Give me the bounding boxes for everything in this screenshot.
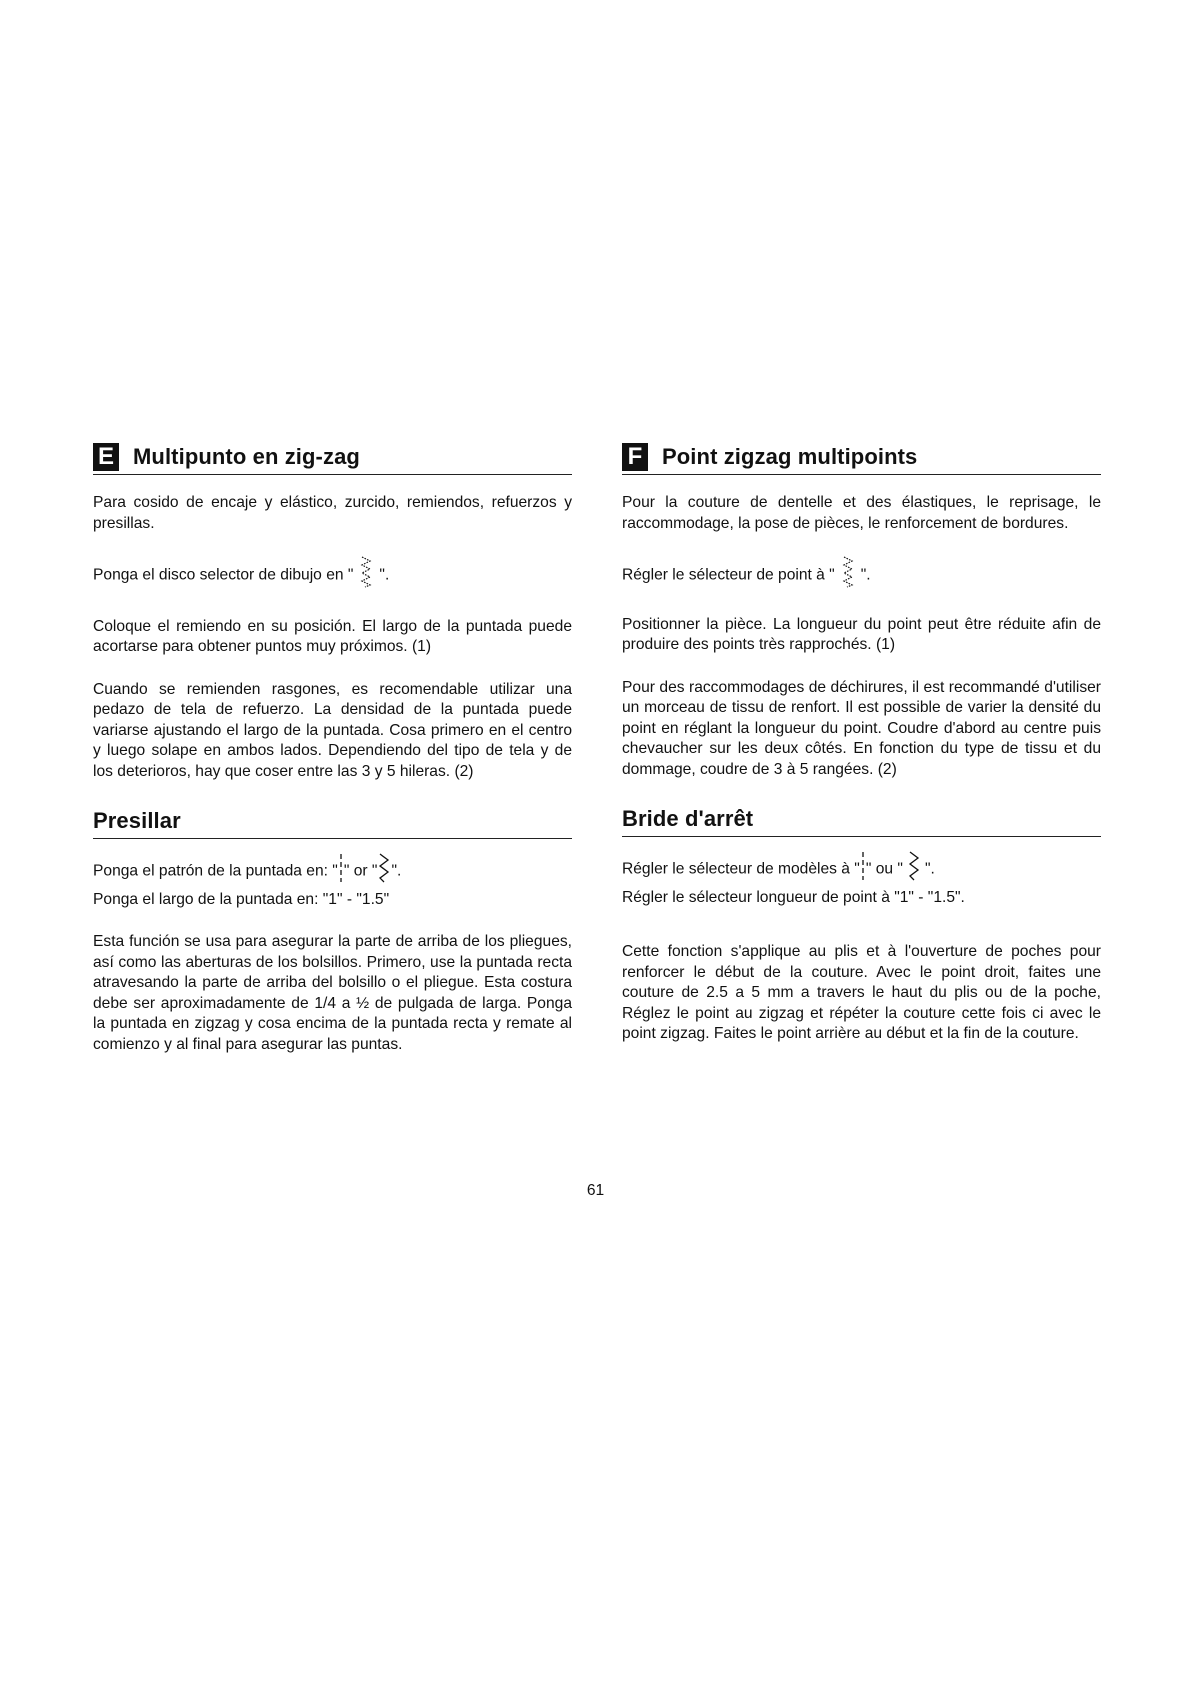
pattern-text-or: " or ": [343, 862, 378, 880]
paragraph-repair: Cuando se remienden rasgones, es recomendable utilizar una pedazo de tela de refuerzo. La densidad de la puntada puede variarse ajustando el largo de la puntada. Cosa primero en el centro y luego solape en ambos lados. Dependiendo del tipo de tela y de los deterioros, hay que coser entre las 3 y 5 hileras. (2): [93, 680, 572, 780]
subsection-title: Bride d'arrêt: [622, 806, 754, 831]
section-heading-multipunto: [93, 440, 572, 475]
paragraph-bartack: Esta función se usa para asegurar la parte de arriba de los pliegues, así como las aberturas de los bolsillos. Primero, use la puntada recta atravesando la parte de arriba del bolsillo o el pliegue. Esta costura debe ser aproximadamente de 1/4 a ½ de pulgada de larga. Ponga la puntada en zigzag y cosa encima de la puntada recta y remate al comienzo y al final para asegurar las puntas.: [93, 933, 572, 1053]
pattern-text-ou: " ou ": [865, 860, 903, 878]
selector-text: Régler le sélecteur de point à ": [622, 566, 835, 584]
length-text: Régler le sélecteur longueur de point à "1" - "1.5".: [622, 888, 965, 906]
language-badge-e: E: [93, 443, 119, 471]
pattern-text-end: ".: [924, 860, 935, 878]
paragraph-pattern: [622, 851, 1101, 908]
language-badge-f: F: [622, 443, 648, 471]
subsection-title: Presillar: [93, 808, 181, 833]
length-text: Ponga el largo de la puntada en: "1" - "1.5": [93, 890, 390, 908]
selector-text: Ponga el disco selector de dibujo en ": [93, 566, 354, 584]
zigzag-stitch-icon: [907, 851, 921, 888]
pattern-text: Régler le sélecteur de modèles à ": [622, 860, 860, 878]
pattern-text-end: ".: [391, 862, 402, 880]
paragraph-pattern: [93, 853, 572, 910]
french-column: [622, 440, 1101, 1045]
paragraph-position: Positionner la pièce. La longueur du point peut être réduite afin de produire des points très rapprochés. (1): [622, 615, 1101, 653]
paragraph-bartack: Cette fonction s'applique au plis et à l'ouverture de poches pour renforcer le début de la couture. Avec le point droit, faites une couture de 2.5 a 5 mm a travers le haut du plis ou de la poche, Réglez le point au zigzag et répéter la couture cette fois ci avec le point zigzag. Faites le point arrière au début et la fin de la couture.: [622, 943, 1101, 1042]
spanish-column: [93, 440, 572, 1055]
multi-zigzag-stitch-icon: [841, 556, 855, 595]
section-heading-bride: [622, 802, 1101, 837]
paragraph-selector: [93, 556, 572, 595]
selector-text-end: ".: [379, 566, 390, 584]
paragraph-selector: [622, 556, 1101, 595]
paragraph-intro: Para cosido de encaje y elástico, zurcido, remiendos, refuerzos y presillas.: [93, 494, 572, 532]
paragraph-intro: Pour la couture de dentelle et des élastiques, le reprisage, le raccommodage, la pose de pièces, le renforcement de bordures.: [622, 494, 1101, 532]
section-title: Point zigzag multipoints: [662, 444, 918, 469]
multi-zigzag-stitch-icon: [359, 556, 373, 595]
paragraph-position: Coloque el remiendo en su posición. El largo de la puntada puede acortarse para obtener puntos muy próximos. (1): [93, 617, 572, 655]
section-heading-point-zigzag: [622, 440, 1101, 475]
section-heading-presillar: [93, 804, 572, 839]
page-number: 61: [586, 1182, 605, 1199]
zigzag-stitch-icon: [377, 853, 391, 890]
pattern-text: Ponga el patrón de la puntada en: ": [93, 862, 338, 880]
paragraph-repair: Pour des raccommodages de déchirures, il est recommandé d'utiliser un morceau de tissu de renfort. Il est possible de varier la densité du point en réglant la longueur du point. Coudre d'abord au centre puis chevaucher sur les deux côtés. En fonction du type de tissu et du dommage, coudre de 3 à 5 rangées. (2): [622, 678, 1101, 778]
section-title: Multipunto en zig-zag: [133, 444, 360, 469]
selector-text-end: ".: [860, 566, 871, 584]
